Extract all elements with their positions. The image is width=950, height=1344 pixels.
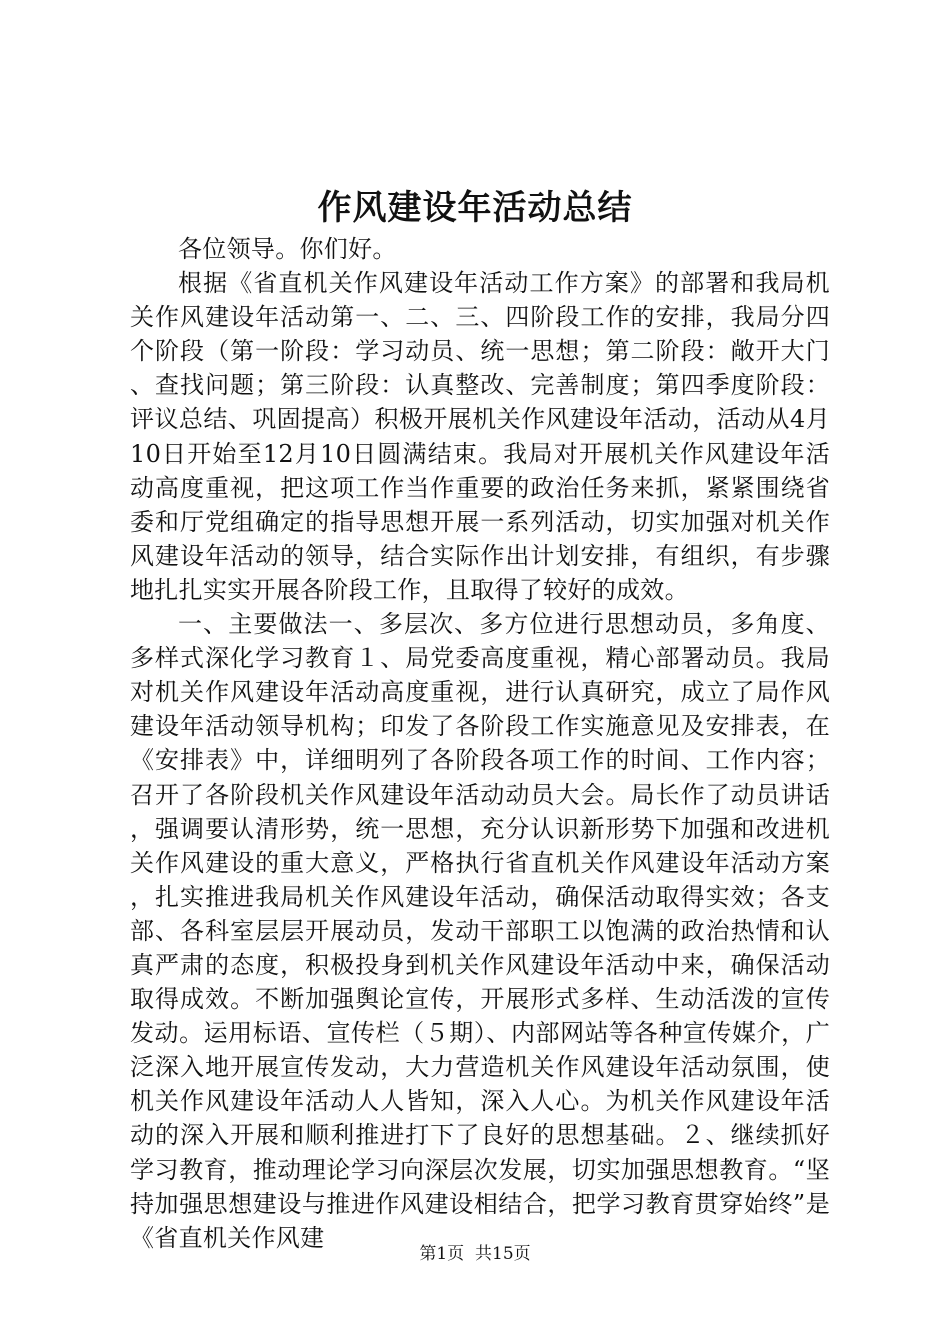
- document-title: 作风建设年活动总结: [317, 188, 633, 228]
- page-footer: [0, 1243, 950, 1265]
- page-number: 第1页: [419, 1244, 465, 1264]
- greeting-paragraph: 各位领导。你们好。: [178, 235, 397, 263]
- document-body: [130, 232, 830, 1255]
- page-total: 共15页: [475, 1244, 531, 1264]
- main-practices-paragraph: 一、主要做法一、多层次、多方位进行思想动员，多角度、多样式深化学习教育１、局党委高度重视，精心部署动员。我局对机关作风建设年活动高度重视，进行认真研究，成立了局作风建设年活动领导机构；印发了各阶段工作实施意见及安排表，在《安排表》中，详细明列了各阶段各项工作的时间、工作内容；召开了各阶段机关作风建设年活动动员大会。局长作了动员讲话，强调要认清形势，统一思想，充分认识新形势下加强和改进机关作风建设的重大意义，严格执行省直机关作风建设年活动方案，扎实推进我局机关作风建设年活动，确保活动取得实效；各支部、各科室层层开展动员，发动干部职工以饱满的政治热情和认真严肃的态度，积极投身到机关作风建设年活动中来，确保活动取得成效。不断加强舆论宣传，开展形式多样、生动活泼的宣传发动。运用标语、宣传栏（５期）、内部网站等各种宣传媒介，广泛深入地开展宣传发动，大力营造机关作风建设年活动氛围，使机关作风建设年活动人人皆知，深入人心。为机关作风建设年活动的深入开展和顺利推进打下了良好的思想基础。２、继续抓好学习教育，推动理论学习向深层次发展，切实加强思想教育。“坚持加强思想建设与推进作风建设相结合，把学习教育贯穿始终”是《省直机关作风建: [130, 610, 830, 1252]
- intro-paragraph: 根据《省直机关作风建设年活动工作方案》的部署和我局机关作风建设年活动第一、二、三、四阶段工作的安排，我局分四个阶段（第一阶段：学习动员、统一思想；第二阶段：敞开大门、查找问题；第三阶段：认真整改、完善制度；第四季度阶段：评议总结、巩固提高）积极开展机关作风建设年活动，活动从4月10日开始至12月10日圆满结束。我局对开展机关作风建设年活动高度重视，把这项工作当作重要的政治任务来抓，紧紧围绕省委和厅党组确定的指导思想开展一系列活动，切实加强对机关作风建设年活动的领导，结合实际作出计划安排，有组织，有步骤地扎扎实实开展各阶段工作，且取得了较好的成效。: [130, 269, 830, 604]
